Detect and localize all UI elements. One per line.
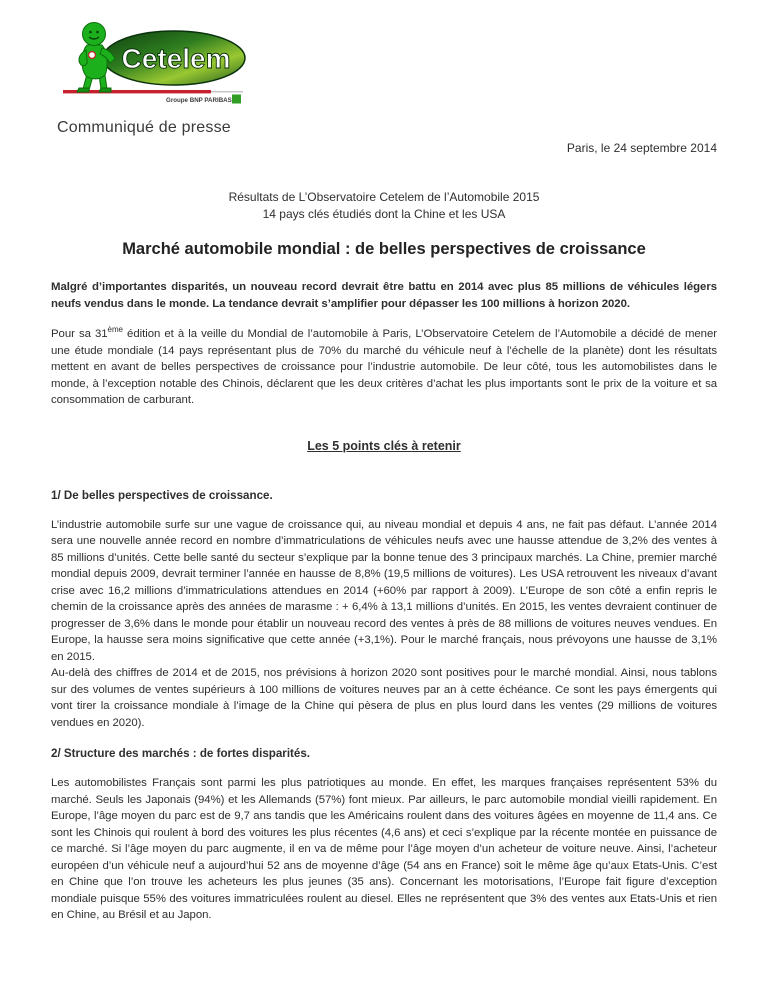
subtitle-block: [51, 189, 717, 223]
cetelem-oval-icon: [103, 31, 245, 85]
bnp-paribas-square-icon: [232, 95, 241, 104]
logo-thin-line: [211, 91, 243, 92]
doc-type-label: Communiqué de presse: [57, 119, 231, 136]
page-title: Marché automobile mondial : de belles perspectives de croissance: [122, 240, 646, 258]
subtitle-line-2: 14 pays clés étudiés dont la Chine et les USA: [262, 207, 506, 221]
logo-brand-text: Cetelem: [121, 43, 231, 74]
point-2-body: [51, 775, 717, 924]
logo-group-text: Groupe BNP PARIBAS: [166, 97, 232, 104]
point-1-heading: 1/ De belles perspectives de croissance.: [51, 488, 273, 502]
point-1-paragraph-2: Au-delà des chiffres de 2014 et de 2015, nos prévisions à horizon 2020 sont positives pour le marché mondial. Ainsi, nous tablons sur des volumes de ventes supérieurs à 100 millions de voitures neuves par an à cette échéance. Ce sont les pays émergents qui vont tirer la croissance mondiale à l’image de la Chine qui pèsera de plus en plus lourd dans les ventes (29 millions de voitures vendues en 2020).: [51, 667, 717, 729]
cetelem-mascot-icon: [77, 23, 115, 93]
lead-paragraph: Malgré d’importantes disparités, un nouveau record devrait être battu en 2014 avec plus 85 millions de véhicules légers neufs vendus dans le monde. La tendance devrait s’amplifier pour dépasser les 100 millions à horizon 2020.: [51, 281, 717, 310]
cetelem-logo-graphic: [61, 18, 249, 110]
intro-paragraph-prefix: Pour sa 31: [51, 328, 108, 340]
point-1-body: [51, 517, 717, 732]
keypoints-header: Les 5 points clés à retenir: [307, 438, 461, 453]
point-2-heading: 2/ Structure des marchés : de fortes disparités.: [51, 747, 311, 760]
point-2-paragraph-1: Les automobilistes Français sont parmi les plus patriotiques au monde. En effet, les marques françaises représentent 53% du marché. Seuls les Japonais (94%) et les Allemands (57%) font mieux. Par ailleurs, le parc automobile mondial vieilli rapidement. En Europe, l’âge moyen du parc est de 9,7 ans tandis que les Américains roulent dans des voitures âgées en moyenne de 11,4 ans. Ce sont les Chinois qui roulent à bord des voitures les plus récentes (4,6 ans) et ceci s’explique par la récente montée en puissance de ce marché. Si l’âge moyen du parc augmente, il en va de même pour l’âge moyen d’un acheteur de voiture neuve. Ainsi, l’acheteur européen d’un véhicule neuf a aujourd’hui 52 ans de moyenne d’âge (54 ans en France) soit le même âge qu’aux Etats-Unis. C’est en Chine que l’on trouve les acheteurs les plus jeunes (35 ans). Concernant les motorisations, l’Europe fait figure d’exception mondiale puisque 55% des voitures immatriculées roulent au diesel. Elles ne représentent que 3% des ventes aux Etats-Unis et rien en Chine, au Brésil et au Japon.: [51, 777, 717, 921]
subtitle-line-1: Résultats de L’Observatoire Cetelem de l’Automobile 2015: [228, 190, 540, 204]
point-1-paragraph-1: L’industrie automobile surfe sur une vague de croissance qui, au niveau mondial et depuis 4 ans, ne fait pas défaut. L’année 2014 sera une nouvelle année record en nombre d’immatriculations de véhicules neufs avec une hausse attendue de 3,2% des ventes à 85 millions d’unités. Cette belle santé du secteur s’explique par la bonne tenue des 3 principaux marchés. La Chine, premier marché mondial depuis 2009, devrait terminer l’année en hausse de 8,8% (19,5 millions de voitures). Les USA retrouvent les niveaux d’avant crise avec 16,2 millions d’immatriculations attendues en 2014 (+60% par rapport à 2009). L’Europe de son côté a enfin repris le chemin de la croissance après des années de marasme : + 6,4% à 13,1 millions d’unités. En 2015, les ventes devraient continuer de progresser de 3,6% dans le monde pour établir un nouveau record des ventes à près de 88 millions de voitures neuves vendues. En Europe, la hausse sera moins significative que cette année (+3,1%). Pour le marché français, nous prévoyons une hausse de 3,1% en 2015.: [51, 518, 717, 663]
intro-paragraph-rest: édition et à la veille du Mondial de l’automobile à Paris, L’Observatoire Cetelem de l’Automobile a décidé de mener une étude mondiale (14 pays représentant plus de 70% du marché du véhicule neuf à l’échelle de la planète) dont les résultats mettent en avant de belles perspectives de croissance pour l’industrie automobile. De leur côté, tous les automobilistes dans le monde, à l’exception notable des Chinois, déclarent que les deux critères d’achat les plus importants sont le prix de la voiture et sa consommation de carburant.: [51, 328, 717, 406]
cetelem-logo: [61, 18, 251, 115]
dateline: Paris, le 24 septembre 2014: [566, 141, 717, 155]
intro-paragraph-superscript: ème: [107, 325, 123, 335]
intro-paragraph: [51, 326, 717, 409]
